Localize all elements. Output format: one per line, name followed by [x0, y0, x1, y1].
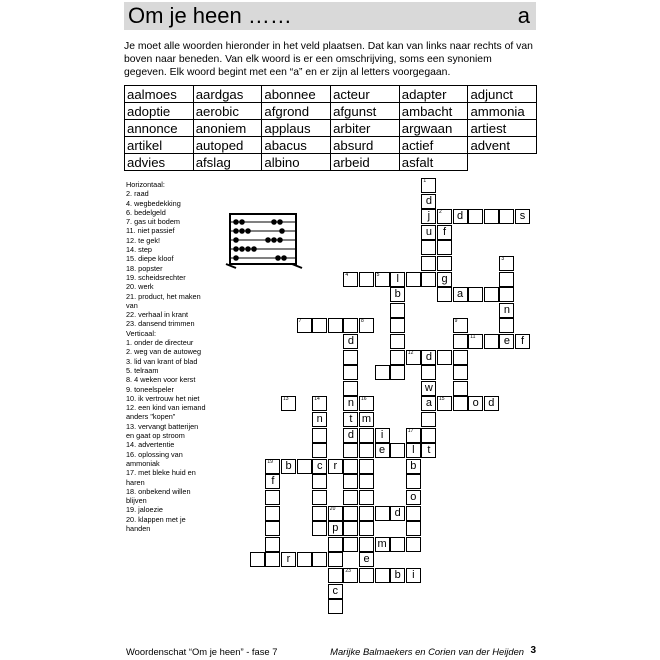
vertical-heading: Verticaal:	[126, 328, 157, 338]
crossword-cell[interactable]	[359, 459, 374, 474]
crossword-cell[interactable]	[359, 272, 374, 287]
word-bank-cell: applaus	[262, 120, 331, 137]
crossword-cell[interactable]	[390, 287, 405, 302]
crossword-cell[interactable]	[328, 506, 343, 521]
clue-item: 12. een kind van iemand anders "kopen"	[126, 403, 206, 422]
cell-letter: f	[271, 475, 275, 488]
word-bank-cell: aerobic	[193, 103, 262, 120]
cell-letter: d	[425, 194, 432, 207]
cell-letter: u	[425, 225, 432, 238]
crossword-cell[interactable]	[406, 272, 421, 287]
cell-letter: l	[396, 272, 399, 285]
crossword-cell[interactable]	[359, 521, 374, 536]
crossword-cell[interactable]	[453, 287, 468, 302]
crossword-cell[interactable]	[437, 209, 452, 224]
crossword-cell[interactable]	[390, 303, 405, 318]
word-bank-cell: abonnee	[262, 86, 331, 103]
crossword-cell[interactable]	[312, 443, 327, 458]
cell-letter: n	[503, 303, 510, 316]
cell-letter: i	[412, 569, 415, 581]
crossword-cell[interactable]	[343, 365, 358, 380]
clue-item: 8. 4 weken voor kerst	[126, 375, 196, 385]
crossword-cell[interactable]	[453, 381, 468, 396]
crossword-cell[interactable]	[390, 272, 405, 287]
crossword-cell[interactable]	[484, 209, 499, 224]
word-bank-cell: acteur	[331, 86, 400, 103]
clue-item: 18. popster	[126, 263, 163, 273]
word-bank-cell: actief	[399, 137, 468, 154]
cell-letter: t	[349, 413, 353, 425]
cell-letter: b	[394, 569, 401, 581]
cell-letter: e	[363, 553, 370, 566]
crossword-cell[interactable]	[437, 272, 452, 287]
crossword-cell[interactable]	[343, 272, 358, 287]
crossword-cell[interactable]	[265, 552, 280, 567]
clue-item: 9. toneelspeler	[126, 384, 174, 394]
clue-item: 23. dansend trimmen	[126, 319, 195, 329]
crossword-cell[interactable]	[499, 272, 514, 287]
crossword-cell[interactable]	[375, 568, 390, 583]
crossword-cell[interactable]	[312, 474, 327, 489]
word-bank-cell: ambacht	[399, 103, 468, 120]
crossword-cell[interactable]	[421, 178, 436, 193]
footer-series: Woordenschat “Om je heen” - fase 7	[126, 646, 278, 657]
word-bank-cell: abacus	[262, 137, 331, 154]
crossword-cell[interactable]	[453, 365, 468, 380]
crossword-cell[interactable]	[312, 318, 327, 333]
crossword-cell[interactable]	[499, 334, 514, 349]
crossword-cell[interactable]	[406, 474, 421, 489]
cell-letter: f	[520, 335, 525, 347]
crossword-cell[interactable]	[343, 506, 358, 521]
cell-number: 8	[361, 318, 364, 325]
crossword-cell[interactable]	[265, 474, 280, 489]
clue-item: 18. onbekend willen blijven	[126, 486, 191, 506]
crossword-cell[interactable]	[375, 365, 390, 380]
crossword-cell[interactable]	[328, 568, 343, 583]
crossword-cell[interactable]	[468, 209, 483, 224]
crossword-cell[interactable]	[312, 412, 327, 427]
crossword-cell[interactable]	[437, 240, 452, 255]
crossword-cell[interactable]	[328, 459, 343, 474]
word-bank-cell: annonce	[125, 120, 194, 137]
clue-item: 6. bedelgeld	[126, 207, 166, 217]
cell-number: 9	[454, 318, 458, 325]
word-bank-cell: arbiter	[331, 120, 400, 137]
crossword-cell[interactable]	[359, 474, 374, 489]
crossword-cell[interactable]	[312, 428, 327, 443]
word-bank-cell: adapter	[399, 86, 468, 103]
crossword-cell[interactable]	[343, 490, 358, 505]
crossword-cell[interactable]	[468, 396, 483, 411]
crossword-cell[interactable]	[421, 381, 436, 396]
crossword-cell[interactable]	[265, 459, 280, 474]
cell-number: 23	[345, 568, 351, 574]
crossword-cell[interactable]	[359, 396, 374, 411]
crossword-cell[interactable]	[375, 506, 390, 521]
instructions: Je moet alle woorden hieronder in het veld plaatsen. Dat kan van links naar rechts of van boven naar beneden. Van elk woord is er een omschrijving, soms een synoniem gegeven. Elk woord begint met een “a” en er zijn al letters voorgegaan.	[124, 41, 533, 78]
word-bank-cell: artiest	[468, 120, 537, 137]
crossword-cell[interactable]	[343, 334, 358, 349]
cell-letter: o	[410, 491, 417, 503]
clue-item: 5. telraam	[126, 365, 159, 375]
crossword-cell[interactable]	[343, 474, 358, 489]
cell-letter: d	[347, 335, 354, 347]
cell-letter: r	[286, 553, 291, 566]
crossword-cell[interactable]	[406, 428, 421, 443]
cell-letter: g	[441, 272, 448, 285]
crossword-cell[interactable]	[499, 318, 514, 333]
cell-letter: b	[285, 459, 292, 472]
crossword-cell[interactable]	[359, 537, 374, 552]
crossword-cell[interactable]	[406, 490, 421, 505]
crossword-cell[interactable]	[406, 350, 421, 365]
crossword-cell[interactable]	[343, 396, 358, 411]
crossword-cell[interactable]	[421, 272, 436, 287]
title-letter: a	[517, 3, 530, 28]
cell-letter: d	[457, 210, 464, 223]
word-bank-cell: aardgas	[193, 86, 262, 103]
cell-letter: n	[316, 413, 323, 425]
cell-letter: m	[377, 537, 387, 550]
cell-letter: m	[361, 413, 372, 425]
cell-letter: d	[394, 506, 401, 519]
cell-letter: w	[424, 381, 433, 394]
cell-letter: c	[316, 459, 323, 472]
crossword-cell[interactable]	[328, 599, 343, 614]
crossword-cell[interactable]	[359, 490, 374, 505]
cell-letter: e	[503, 335, 510, 347]
crossword-cell[interactable]	[343, 537, 358, 552]
cell-number: 2	[439, 209, 442, 216]
crossword-cell[interactable]	[312, 459, 327, 474]
cell-letter: d	[347, 428, 354, 441]
crossword-cell[interactable]	[484, 396, 499, 411]
cell-letter: b	[410, 459, 417, 472]
crossword-cell[interactable]	[421, 350, 436, 365]
crossword-cell[interactable]	[328, 584, 343, 599]
word-bank-cell: advies	[125, 154, 194, 171]
crossword-cell[interactable]	[406, 521, 421, 536]
crossword-cell[interactable]	[453, 334, 468, 349]
clue-item: 16. oplossing van ammoniak	[126, 449, 183, 468]
crossword-cell[interactable]	[359, 568, 374, 583]
word-bank-cell: adoptie	[125, 103, 194, 120]
word-bank-cell: afgunst	[331, 103, 400, 120]
crossword-cell[interactable]	[343, 568, 358, 583]
crossword-cell[interactable]	[453, 350, 468, 365]
word-bank-cell: adjunct	[468, 86, 537, 103]
clue-item: 19. scheidsrechter	[126, 272, 186, 282]
crossword-cell[interactable]	[265, 521, 280, 536]
word-bank-cell: albino	[262, 154, 331, 171]
clue-item: 3. lid van krant of blad	[126, 356, 198, 366]
word-bank-cell: anoniem	[193, 120, 262, 137]
cell-letter: l	[412, 444, 415, 457]
clue-item: 20. klappen met je handen	[126, 514, 186, 533]
clue-item: 1. onder de directeur	[126, 338, 194, 348]
word-bank-cell: autoped	[193, 137, 262, 154]
crossword-cell[interactable]	[297, 318, 312, 333]
crossword-cell[interactable]	[390, 365, 405, 380]
crossword-cell[interactable]	[390, 506, 405, 521]
word-bank-cell: advent	[468, 137, 537, 154]
crossword-cell[interactable]	[359, 428, 374, 443]
crossword-cell[interactable]	[421, 396, 436, 411]
cell-number: 5	[376, 271, 380, 278]
crossword-cell[interactable]	[390, 568, 405, 583]
crossword-cell[interactable]	[312, 552, 327, 567]
cell-number: 17	[407, 427, 414, 434]
crossword-cell[interactable]	[343, 381, 358, 396]
crossword-cell[interactable]	[312, 396, 327, 411]
crossword-cell[interactable]	[406, 568, 421, 583]
cell-letter: s	[519, 210, 526, 223]
clue-item: 20. werk	[126, 282, 154, 292]
crossword-cell[interactable]	[343, 412, 358, 427]
word-bank-cell: artikel	[125, 137, 194, 154]
cell-letter: n	[347, 397, 354, 410]
crossword-cell[interactable]	[328, 552, 343, 567]
crossword-cell[interactable]	[421, 225, 436, 240]
crossword-cell[interactable]	[312, 521, 327, 536]
crossword-cell[interactable]	[499, 209, 514, 224]
crossword-cell[interactable]	[265, 506, 280, 521]
clue-item: 10. ik vertrouw het niet	[126, 393, 200, 403]
crossword-cell[interactable]	[343, 350, 358, 365]
cell-number: 4	[345, 271, 349, 278]
cell-letter: o	[472, 397, 479, 410]
cell-number: 16	[361, 396, 367, 403]
crossword-cell[interactable]	[421, 443, 436, 458]
crossword-cell[interactable]	[421, 256, 436, 271]
cell-letter: e	[379, 444, 386, 457]
crossword-cell[interactable]	[250, 552, 265, 567]
crossword-cell[interactable]	[437, 256, 452, 271]
word-bank-cell: asfalt	[399, 154, 468, 171]
cell-letter: b	[394, 288, 401, 301]
crossword-cell[interactable]	[297, 552, 312, 567]
clue-item: 2. raad	[126, 189, 149, 199]
cell-letter: f	[442, 225, 447, 238]
crossword-cell[interactable]	[406, 537, 421, 552]
crossword-cell[interactable]	[312, 490, 327, 505]
crossword-cell[interactable]	[406, 459, 421, 474]
crossword-cell[interactable]	[390, 318, 405, 333]
crossword-cell[interactable]	[437, 396, 452, 411]
crossword-cell[interactable]	[281, 396, 296, 411]
clue-item: 15. diepe kloof	[126, 254, 174, 264]
crossword-cell[interactable]	[328, 318, 343, 333]
cell-letter: a	[457, 288, 464, 301]
crossword-cell[interactable]	[328, 537, 343, 552]
cell-letter: c	[332, 584, 339, 597]
crossword-cell[interactable]	[375, 537, 390, 552]
crossword-cell[interactable]	[359, 552, 374, 567]
crossword-cell[interactable]	[390, 537, 405, 552]
word-bank-cell: ammonia	[468, 103, 537, 120]
crossword-cell[interactable]	[437, 225, 452, 240]
cell-number: 12	[407, 349, 414, 356]
clue-item: 19. jaloezie	[126, 505, 163, 515]
cell-letter: t	[427, 444, 431, 457]
crossword-cell[interactable]	[343, 521, 358, 536]
crossword-cell[interactable]	[297, 459, 312, 474]
cell-letter: d	[488, 397, 495, 410]
word-bank-cell: arbeid	[331, 154, 400, 171]
crossword-cell[interactable]	[343, 318, 358, 333]
crossword-cell[interactable]	[390, 443, 405, 458]
word-bank-cell: argwaan	[399, 120, 468, 137]
clue-item: 2. weg van de autoweg	[126, 347, 202, 357]
word-bank-cell: absurd	[331, 137, 400, 154]
crossword-cell[interactable]	[499, 256, 514, 271]
crossword-cell[interactable]	[343, 428, 358, 443]
crossword-cell[interactable]	[421, 209, 436, 224]
crossword-cell[interactable]	[328, 521, 343, 536]
crossword-cell[interactable]	[468, 334, 483, 349]
crossword-cell[interactable]	[359, 443, 374, 458]
cell-number: 13	[283, 396, 289, 403]
clue-item: 7. gas uit bodem	[126, 217, 180, 227]
crossword-cell[interactable]	[281, 459, 296, 474]
cell-letter: j	[427, 210, 431, 223]
clue-item: 13. vervangt batterijen en gaat op stroom	[126, 421, 199, 441]
crossword-cell[interactable]	[359, 506, 374, 521]
crossword-cell[interactable]	[375, 443, 390, 458]
crossword-cell[interactable]	[453, 209, 468, 224]
crossword-cell[interactable]	[265, 537, 280, 552]
clue-item: 4. wegbedekking	[126, 198, 181, 208]
crossword-cell[interactable]	[406, 506, 421, 521]
crossword-cell[interactable]	[515, 334, 530, 349]
crossword-cell[interactable]	[281, 552, 296, 567]
cell-number: 20	[329, 505, 336, 512]
word-bank-cell: afslag	[193, 154, 262, 171]
footer-authors: Marijke Balmaekers en Corien van der Heijden	[330, 646, 524, 657]
word-bank-cell: afgrond	[262, 103, 331, 120]
clue-item: 12. te gek!	[126, 235, 161, 245]
crossword-cell[interactable]	[265, 490, 280, 505]
crossword-cell[interactable]	[421, 428, 436, 443]
crossword-cell[interactable]	[375, 272, 390, 287]
crossword-cell[interactable]	[359, 318, 374, 333]
crossword-cell[interactable]	[515, 209, 530, 224]
cell-number: 1	[423, 178, 427, 184]
crossword-cell[interactable]	[390, 334, 405, 349]
crossword-cell[interactable]	[468, 287, 483, 302]
crossword-cell[interactable]	[390, 350, 405, 365]
cell-number: 14	[314, 396, 320, 403]
cell-letter: i	[380, 428, 384, 441]
crossword-cell[interactable]	[343, 443, 358, 458]
horizontal-heading: Horizontaal:	[126, 180, 165, 189]
page-number: 3	[530, 645, 536, 656]
clue-item: 17. met bleke huid en haren	[126, 468, 196, 487]
cell-letter: a	[425, 397, 432, 410]
clue-item: 21. product, het maken van	[126, 291, 201, 310]
crossword-cell[interactable]	[484, 287, 499, 302]
clue-item: 22. verhaal in krant	[126, 310, 189, 320]
crossword-cell[interactable]	[437, 350, 452, 365]
crossword-cell[interactable]	[484, 334, 499, 349]
cell-number: 11	[470, 334, 476, 340]
cell-number: 3	[501, 256, 505, 262]
cell-letter: p	[332, 522, 339, 535]
crossword-cell[interactable]	[375, 428, 390, 443]
clue-item: 14. advertentie	[126, 440, 175, 450]
crossword-cell[interactable]	[421, 240, 436, 255]
clue-item: 11. niet passief	[126, 226, 175, 236]
word-bank-cell: aalmoes	[125, 86, 194, 103]
cell-number: 7	[298, 318, 302, 325]
crossword-cell[interactable]	[421, 194, 436, 209]
crossword-cell[interactable]	[343, 459, 358, 474]
crossword-cell[interactable]	[421, 365, 436, 380]
crossword-cell[interactable]	[499, 303, 514, 318]
clue-item: 14. step	[126, 245, 152, 255]
cell-number: 15	[439, 396, 445, 403]
crossword-cell[interactable]	[421, 412, 436, 427]
crossword-cell[interactable]	[437, 287, 452, 302]
crossword-cell[interactable]	[406, 443, 421, 458]
page-title: Om je heen ……	[128, 3, 292, 28]
crossword-cell[interactable]	[312, 506, 327, 521]
crossword-cell[interactable]	[359, 412, 374, 427]
crossword-cell[interactable]	[499, 287, 514, 302]
cell-letter: d	[425, 350, 432, 363]
cell-letter: r	[333, 459, 338, 472]
crossword-cell[interactable]	[453, 396, 468, 411]
cell-number: 19	[267, 458, 273, 465]
crossword-cell[interactable]	[453, 318, 468, 333]
